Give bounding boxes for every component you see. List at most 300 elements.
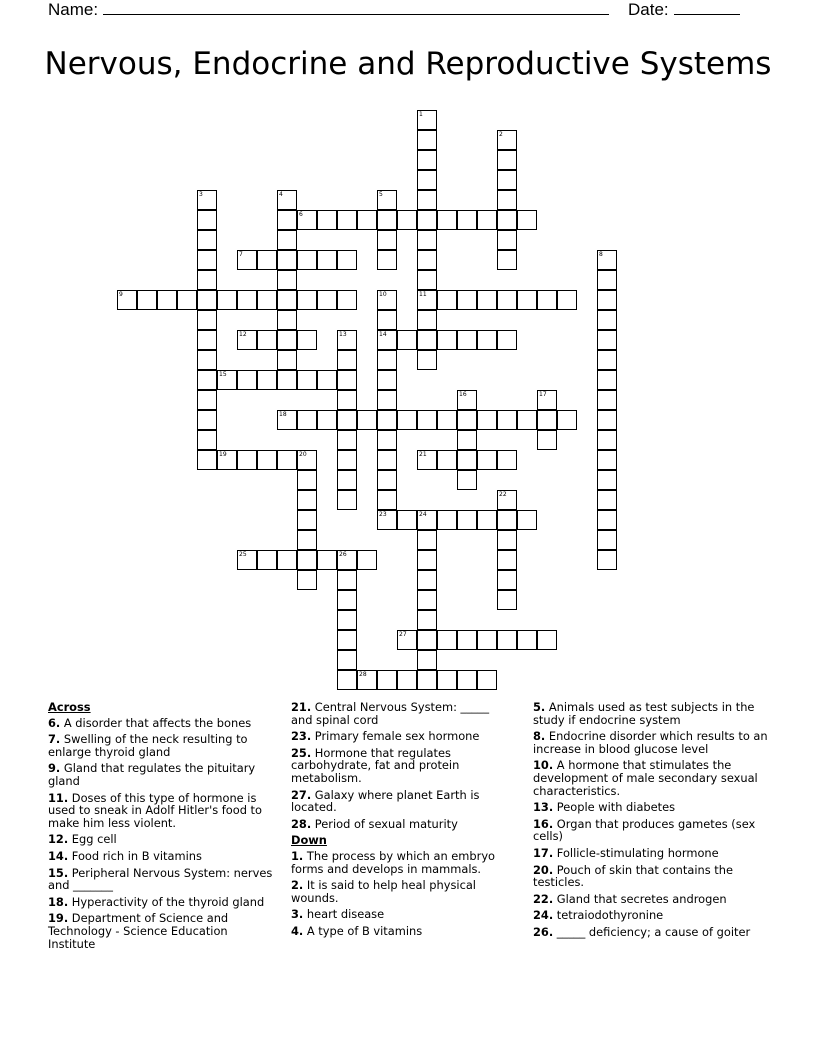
grid-cell[interactable] xyxy=(397,670,417,690)
grid-cell[interactable] xyxy=(597,530,617,550)
grid-cell[interactable] xyxy=(377,210,397,230)
clue-number: 26. xyxy=(533,924,554,939)
grid-cell[interactable] xyxy=(597,390,617,410)
grid-cell[interactable] xyxy=(517,210,537,230)
grid-cell[interactable] xyxy=(457,430,477,450)
clue-text: Central Nervous System: _____ and spinal cord xyxy=(291,700,490,727)
grid-cell[interactable] xyxy=(597,550,617,570)
grid-cell[interactable] xyxy=(257,370,277,390)
clue-number: 2. xyxy=(291,878,304,893)
grid-cell[interactable] xyxy=(197,350,217,370)
grid-cell[interactable] xyxy=(377,450,397,470)
clue-text: _____ deficiency; a cause of goiter xyxy=(553,924,751,939)
clue-number: 15. xyxy=(48,865,69,880)
clue-item xyxy=(48,733,273,758)
grid-cell[interactable] xyxy=(417,330,437,350)
grid-cell[interactable] xyxy=(477,290,497,310)
clue-text: Hyperactivity of the thyroid gland xyxy=(68,894,265,909)
clue-item xyxy=(533,893,768,906)
grid-cell[interactable] xyxy=(377,230,397,250)
clue-number: 14. xyxy=(48,848,69,863)
grid-cell[interactable] xyxy=(457,330,477,350)
across-heading: Across xyxy=(48,700,91,714)
grid-cell[interactable] xyxy=(337,430,357,450)
clue-number-5: 5 xyxy=(379,191,383,198)
clue-number: 13. xyxy=(533,800,554,815)
grid-cell[interactable] xyxy=(337,590,357,610)
grid-cell[interactable] xyxy=(537,430,557,450)
clue-number: 11. xyxy=(48,790,69,805)
grid-cell[interactable] xyxy=(417,570,437,590)
clue-number-8: 8 xyxy=(599,251,603,258)
grid-cell[interactable] xyxy=(517,290,537,310)
clue-text: A disorder that affects the bones xyxy=(60,715,252,730)
grid-cell[interactable] xyxy=(297,550,317,570)
grid-cell[interactable] xyxy=(337,630,357,650)
clue-number-3: 3 xyxy=(199,191,203,198)
grid-cell[interactable] xyxy=(377,470,397,490)
grid-cell[interactable] xyxy=(477,410,497,430)
grid-cell[interactable] xyxy=(337,610,357,630)
grid-cell[interactable] xyxy=(417,270,437,290)
clue-number: 6. xyxy=(48,715,61,730)
grid-cell[interactable] xyxy=(457,210,477,230)
grid-cell[interactable] xyxy=(197,370,217,390)
grid-cell[interactable] xyxy=(297,570,317,590)
across-clue-list xyxy=(48,717,273,951)
grid-cell[interactable] xyxy=(497,230,517,250)
clue-item xyxy=(291,879,511,904)
down-clue-list-continued xyxy=(533,701,768,939)
grid-cell[interactable] xyxy=(417,310,437,330)
grid-cell[interactable] xyxy=(457,450,477,470)
grid-cell[interactable] xyxy=(277,310,297,330)
clue-number: 9. xyxy=(48,761,61,776)
grid-cell[interactable] xyxy=(437,410,457,430)
grid-cell[interactable] xyxy=(377,370,397,390)
grid-cell[interactable] xyxy=(197,270,217,290)
grid-cell[interactable] xyxy=(497,290,517,310)
clue-number-12: 12 xyxy=(239,331,247,338)
grid-cell[interactable] xyxy=(337,670,357,690)
grid-cell[interactable] xyxy=(377,390,397,410)
clue-number-20: 20 xyxy=(299,451,307,458)
grid-cell[interactable] xyxy=(417,150,437,170)
clue-text: Endocrine disorder which results to an increase in blood glucose level xyxy=(533,729,768,756)
clue-number-23: 23 xyxy=(379,511,387,518)
clue-number: 10. xyxy=(533,758,554,773)
grid-cell[interactable] xyxy=(417,190,437,210)
grid-cell[interactable] xyxy=(137,290,157,310)
grid-cell[interactable] xyxy=(597,430,617,450)
grid-cell[interactable] xyxy=(497,250,517,270)
clue-number-16: 16 xyxy=(459,391,467,398)
grid-cell[interactable] xyxy=(257,250,277,270)
grid-cell[interactable] xyxy=(297,330,317,350)
grid-cell[interactable] xyxy=(317,290,337,310)
name-label: Name: xyxy=(48,0,99,19)
clue-number-25: 25 xyxy=(239,551,247,558)
grid-cell[interactable] xyxy=(257,550,277,570)
grid-cell[interactable] xyxy=(477,330,497,350)
grid-cell[interactable] xyxy=(297,290,317,310)
grid-cell[interactable] xyxy=(317,410,337,430)
grid-cell[interactable] xyxy=(297,530,317,550)
grid-cell[interactable] xyxy=(337,650,357,670)
grid-cell[interactable] xyxy=(497,630,517,650)
clue-number: 25. xyxy=(291,745,312,760)
clue-number-17: 17 xyxy=(539,391,547,398)
grid-cell[interactable] xyxy=(357,210,377,230)
grid-cell[interactable] xyxy=(197,410,217,430)
clue-text: Galaxy where planet Earth is located. xyxy=(291,787,480,815)
grid-cell[interactable] xyxy=(537,630,557,650)
grid-cell[interactable] xyxy=(417,350,437,370)
grid-cell[interactable] xyxy=(337,290,357,310)
grid-cell[interactable] xyxy=(337,450,357,470)
grid-cell[interactable] xyxy=(557,410,577,430)
grid-cell[interactable] xyxy=(537,290,557,310)
clue-number: 20. xyxy=(533,862,554,877)
clue-number-15: 15 xyxy=(219,371,227,378)
clue-number-1: 1 xyxy=(419,111,423,118)
grid-cell[interactable] xyxy=(417,130,437,150)
grid-cell[interactable] xyxy=(417,250,437,270)
clue-number: 3. xyxy=(291,907,304,922)
grid-cell[interactable] xyxy=(417,530,437,550)
grid-cell[interactable] xyxy=(497,210,517,230)
grid-cell[interactable] xyxy=(197,450,217,470)
grid-cell[interactable] xyxy=(397,510,417,530)
clue-text: The process by which an embryo forms and develops in mammals. xyxy=(291,848,496,876)
clue-text: Hormone that regulates carbohydrate, fat and protein metabolism. xyxy=(291,745,460,785)
clue-number-27: 27 xyxy=(399,631,407,638)
grid-cell[interactable] xyxy=(417,170,437,190)
grid-cell[interactable] xyxy=(277,350,297,370)
grid-cell[interactable] xyxy=(337,370,357,390)
grid-cell[interactable] xyxy=(497,510,517,530)
clue-number-21: 21 xyxy=(419,451,427,458)
grid-cell[interactable] xyxy=(497,330,517,350)
clue-text: Gland that secretes androgen xyxy=(553,891,727,906)
grid-cell[interactable] xyxy=(157,290,177,310)
clue-number-19: 19 xyxy=(219,451,227,458)
clue-text: Swelling of the neck resulting to enlarge thyroid gland xyxy=(48,732,248,759)
clue-number: 28. xyxy=(291,816,312,831)
grid-cell[interactable] xyxy=(377,410,397,430)
clue-number: 12. xyxy=(48,832,69,847)
date-label: Date: xyxy=(628,0,669,19)
clue-item xyxy=(48,792,273,830)
clue-text: Peripheral Nervous System: nerves and _______ xyxy=(48,865,273,893)
grid-cell[interactable] xyxy=(217,290,237,310)
clue-item xyxy=(291,818,511,831)
grid-cell[interactable] xyxy=(597,310,617,330)
page-title: Nervous, Endocrine and Reproductive Systems xyxy=(44,46,772,82)
grid-cell[interactable] xyxy=(417,230,437,250)
clue-number: 22. xyxy=(533,891,554,906)
clue-number: 16. xyxy=(533,816,554,831)
grid-cell[interactable] xyxy=(417,670,437,690)
grid-cell[interactable] xyxy=(197,390,217,410)
grid-cell[interactable] xyxy=(337,350,357,370)
grid-cell[interactable] xyxy=(197,290,217,310)
clue-text: Egg cell xyxy=(68,832,117,847)
grid-cell[interactable] xyxy=(317,250,337,270)
grid-cell[interactable] xyxy=(277,290,297,310)
grid-cell[interactable] xyxy=(317,550,337,570)
grid-cell[interactable] xyxy=(497,550,517,570)
grid-cell[interactable] xyxy=(597,490,617,510)
grid-cell[interactable] xyxy=(337,490,357,510)
grid-cell[interactable] xyxy=(437,670,457,690)
clue-item xyxy=(291,747,511,785)
grid-cell[interactable] xyxy=(517,410,537,430)
clue-text: Food rich in B vitamins xyxy=(68,848,202,863)
clue-item xyxy=(533,926,768,939)
clue-number-7: 7 xyxy=(239,251,243,258)
grid-cell[interactable] xyxy=(297,410,317,430)
clue-text: Gland that regulates the pituitary gland xyxy=(48,761,256,788)
grid-cell[interactable] xyxy=(197,430,217,450)
grid-cell[interactable] xyxy=(377,250,397,270)
grid-cell[interactable] xyxy=(197,310,217,330)
grid-cell[interactable] xyxy=(437,450,457,470)
grid-cell[interactable] xyxy=(277,270,297,290)
grid-cell[interactable] xyxy=(257,290,277,310)
clue-item xyxy=(533,818,768,843)
grid-cell[interactable] xyxy=(337,470,357,490)
clue-number: 7. xyxy=(48,732,61,747)
clue-number: 27. xyxy=(291,787,312,802)
clue-item xyxy=(291,925,511,938)
clue-number-11: 11 xyxy=(419,291,427,298)
clue-number-10: 10 xyxy=(379,291,387,298)
clue-item xyxy=(533,847,768,860)
grid-cell[interactable] xyxy=(377,670,397,690)
grid-cell[interactable] xyxy=(597,510,617,530)
grid-cell[interactable] xyxy=(417,630,437,650)
grid-cell[interactable] xyxy=(597,290,617,310)
grid-cell[interactable] xyxy=(317,370,337,390)
clue-number: 1. xyxy=(291,848,304,863)
clues-column-1 xyxy=(48,701,273,954)
grid-cell[interactable] xyxy=(337,390,357,410)
clue-item xyxy=(291,908,511,921)
clue-number-26: 26 xyxy=(339,551,347,558)
grid-cell[interactable] xyxy=(197,250,217,270)
grid-cell[interactable] xyxy=(277,230,297,250)
clue-text: Primary female sex hormone xyxy=(311,729,480,744)
clue-number-4: 4 xyxy=(279,191,283,198)
grid-cell[interactable] xyxy=(257,450,277,470)
clue-item xyxy=(533,759,768,797)
grid-cell[interactable] xyxy=(497,190,517,210)
grid-cell[interactable] xyxy=(477,510,497,530)
grid-cell[interactable] xyxy=(597,410,617,430)
grid-cell[interactable] xyxy=(297,250,317,270)
clue-item xyxy=(533,701,768,726)
clue-number: 17. xyxy=(533,845,554,860)
clue-number-18: 18 xyxy=(279,411,287,418)
clue-number: 21. xyxy=(291,700,312,714)
grid-cell[interactable] xyxy=(497,170,517,190)
clue-text: A hormone that stimulates the development of male secondary sexual characteristics. xyxy=(533,758,758,798)
grid-cell[interactable] xyxy=(597,450,617,470)
clues-column-2 xyxy=(291,701,511,942)
across-clue-list-continued xyxy=(291,701,511,830)
grid-cell[interactable] xyxy=(277,210,297,230)
clue-item xyxy=(291,701,511,726)
clue-text: A type of B vitamins xyxy=(303,923,423,938)
clue-number-2: 2 xyxy=(499,131,503,138)
grid-cell[interactable] xyxy=(377,490,397,510)
grid-cell[interactable] xyxy=(257,330,277,350)
grid-cell[interactable] xyxy=(457,410,477,430)
clue-number: 5. xyxy=(533,700,546,714)
grid-cell[interactable] xyxy=(477,210,497,230)
clue-item xyxy=(48,762,273,787)
clue-item xyxy=(48,850,273,863)
grid-cell[interactable] xyxy=(297,370,317,390)
clue-number: 19. xyxy=(48,911,69,926)
down-heading: Down xyxy=(291,833,327,848)
grid-cell[interactable] xyxy=(277,550,297,570)
grid-cell[interactable] xyxy=(497,570,517,590)
grid-cell[interactable] xyxy=(537,410,557,430)
grid-cell[interactable] xyxy=(237,370,257,390)
clue-text: Animals used as test subjects in the study if endocrine system xyxy=(533,700,755,727)
clue-number-13: 13 xyxy=(339,331,347,338)
grid-cell[interactable] xyxy=(337,570,357,590)
clue-item xyxy=(533,730,768,755)
grid-cell[interactable] xyxy=(597,270,617,290)
clue-number-14: 14 xyxy=(379,331,387,338)
grid-cell[interactable] xyxy=(357,550,377,570)
clue-text: Follicle-stimulating hormone xyxy=(553,845,719,860)
clue-text: Organ that produces gametes (sex cells) xyxy=(533,816,756,844)
grid-cell[interactable] xyxy=(277,370,297,390)
grid-cell[interactable] xyxy=(417,210,437,230)
clue-number: 18. xyxy=(48,894,69,909)
grid-cell[interactable] xyxy=(397,330,417,350)
grid-cell[interactable] xyxy=(277,250,297,270)
grid-cell[interactable] xyxy=(597,330,617,350)
grid-cell[interactable] xyxy=(377,350,397,370)
grid-cell[interactable] xyxy=(597,370,617,390)
grid-cell[interactable] xyxy=(377,430,397,450)
grid-cell[interactable] xyxy=(497,410,517,430)
grid-cell[interactable] xyxy=(457,510,477,530)
grid-cell[interactable] xyxy=(457,670,477,690)
clue-number-6: 6 xyxy=(299,211,303,218)
grid-cell[interactable] xyxy=(237,450,257,470)
clue-item xyxy=(533,909,768,922)
clue-number-9: 9 xyxy=(119,291,123,298)
grid-cell[interactable] xyxy=(457,470,477,490)
clue-number: 23. xyxy=(291,729,312,744)
clue-item xyxy=(48,896,273,909)
grid-cell[interactable] xyxy=(197,210,217,230)
clue-item xyxy=(48,867,273,892)
grid-cell[interactable] xyxy=(477,450,497,470)
clue-item xyxy=(291,730,511,743)
clue-text: tetraiodothyronine xyxy=(553,908,664,923)
grid-cell[interactable] xyxy=(477,630,497,650)
clue-item xyxy=(48,833,273,846)
clue-number-24: 24 xyxy=(419,511,427,518)
clue-text: People with diabetes xyxy=(553,800,676,815)
grid-cell[interactable] xyxy=(597,350,617,370)
grid-cell[interactable] xyxy=(437,210,457,230)
grid-cell[interactable] xyxy=(417,650,437,670)
grid-cell[interactable] xyxy=(337,410,357,430)
grid-cell[interactable] xyxy=(437,330,457,350)
grid-cell[interactable] xyxy=(277,450,297,470)
grid-cell[interactable] xyxy=(437,630,457,650)
clue-text: Doses of this type of hormone is used to sneak in Adolf Hitler's food to make him less violent. xyxy=(48,790,262,830)
grid-cell[interactable] xyxy=(397,210,417,230)
clue-number-28: 28 xyxy=(359,671,367,678)
down-clue-list xyxy=(291,850,511,938)
grid-cell[interactable] xyxy=(277,330,297,350)
grid-cell[interactable] xyxy=(437,510,457,530)
grid-cell[interactable] xyxy=(437,290,457,310)
grid-cell[interactable] xyxy=(517,510,537,530)
grid-cell[interactable] xyxy=(417,550,437,570)
grid-cell[interactable] xyxy=(457,630,477,650)
grid-cell[interactable] xyxy=(337,250,357,270)
grid-cell[interactable] xyxy=(317,210,337,230)
grid-cell[interactable] xyxy=(297,490,317,510)
clue-item xyxy=(291,789,511,814)
clue-item xyxy=(48,912,273,950)
clue-text: Period of sexual maturity xyxy=(311,816,458,831)
grid-cell[interactable] xyxy=(457,290,477,310)
clue-number-22: 22 xyxy=(499,491,507,498)
grid-cell[interactable] xyxy=(337,210,357,230)
clue-item xyxy=(291,850,511,875)
clue-text: heart disease xyxy=(303,907,385,922)
grid-cell[interactable] xyxy=(477,670,497,690)
clue-item xyxy=(533,801,768,814)
clue-item xyxy=(533,864,768,889)
grid-cell[interactable] xyxy=(197,230,217,250)
grid-cell[interactable] xyxy=(417,590,437,610)
grid-cell[interactable] xyxy=(497,590,517,610)
grid-cell[interactable] xyxy=(417,410,437,430)
grid-cell[interactable] xyxy=(297,510,317,530)
grid-cell[interactable] xyxy=(497,450,517,470)
grid-cell[interactable] xyxy=(597,470,617,490)
clue-text: Pouch of skin that contains the testicles. xyxy=(533,862,733,890)
clue-text: It is said to help heal physical wounds. xyxy=(291,878,476,905)
grid-cell[interactable] xyxy=(177,290,197,310)
grid-cell[interactable] xyxy=(497,530,517,550)
grid-cell[interactable] xyxy=(197,330,217,350)
grid-cell[interactable] xyxy=(497,150,517,170)
grid-cell[interactable] xyxy=(417,610,437,630)
grid-cell[interactable] xyxy=(377,310,397,330)
grid-cell[interactable] xyxy=(357,410,377,430)
grid-cell[interactable] xyxy=(297,470,317,490)
grid-cell[interactable] xyxy=(397,410,417,430)
clue-item xyxy=(48,717,273,730)
grid-cell[interactable] xyxy=(237,290,257,310)
grid-cell[interactable] xyxy=(557,290,577,310)
clue-number: 4. xyxy=(291,923,304,938)
grid-cell[interactable] xyxy=(517,630,537,650)
